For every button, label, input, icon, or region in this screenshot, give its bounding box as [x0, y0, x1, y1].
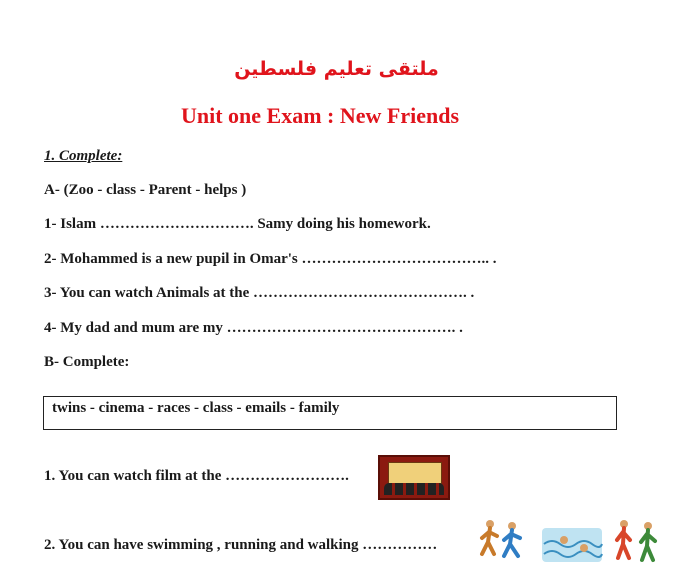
swimmers-picture — [542, 528, 602, 562]
question-3: 3- You can watch Animals at the ……………………………………. . — [44, 285, 475, 301]
question-b2: 2. You can have swimming , running and walking …………… — [44, 537, 438, 553]
question-1: 1- Islam …………………………. Samy doing his homework. — [44, 216, 431, 232]
question-4: 4- My dad and mum are my ………………………………………. . — [44, 320, 463, 336]
section-b-heading: B- Complete: — [44, 354, 130, 370]
question-b1: 1. You can watch film at the ……………………. — [44, 468, 349, 484]
exam-title: Unit one Exam : New Friends — [180, 103, 460, 128]
cinema-picture — [378, 455, 450, 500]
question-2: 2- Mohammed is a new pupil in Omar's ……………………………….. . — [44, 251, 497, 267]
sports-picture — [472, 514, 672, 566]
word-box-text: twins - cinema - races - class - emails - family — [52, 400, 340, 416]
cinema-screen — [388, 462, 442, 484]
walkers-picture — [617, 520, 655, 560]
word-box — [43, 396, 617, 430]
cinema-audience — [384, 483, 444, 495]
part-a-word-list: A- (Zoo - class - Parent - helps ) — [44, 182, 247, 198]
runners-picture — [482, 520, 520, 556]
arabic-site-title: ملتقى تعليم فلسطين — [234, 58, 439, 80]
section-1-heading: 1. Complete: — [44, 148, 123, 164]
